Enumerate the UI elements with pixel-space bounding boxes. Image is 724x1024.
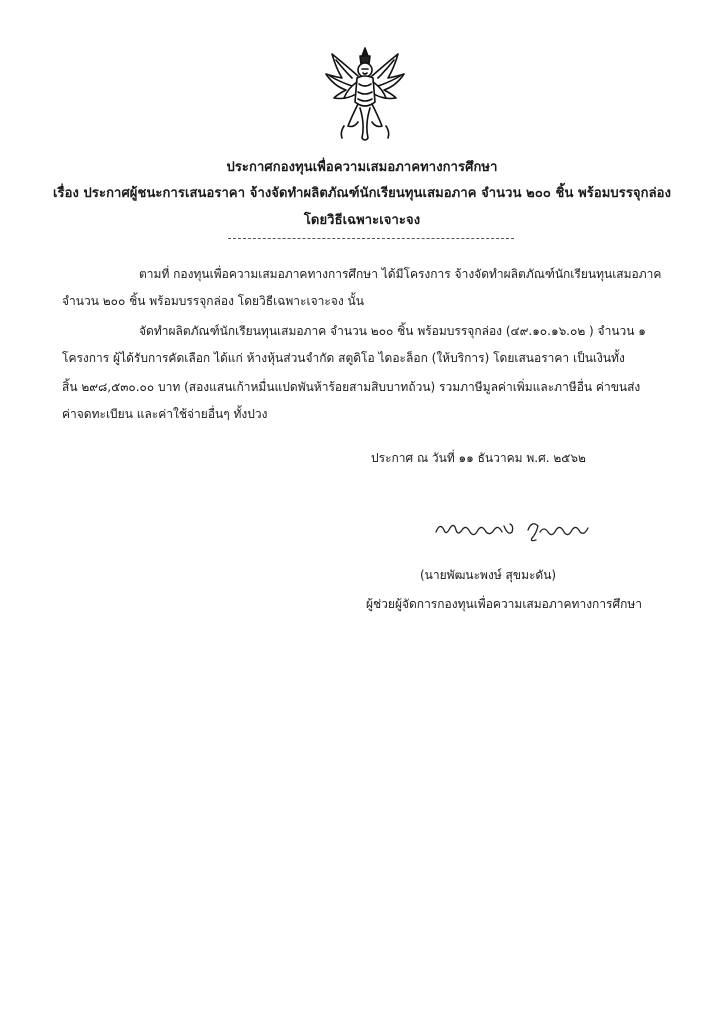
paragraph-2-line-2: โครงการ ผู้ได้รับการคัดเลือก ได้แก่ ห้างหุ้นส่วนจำกัด สตูดิโอ ไดอะล็อก (ให้บริการ) โดยเสนอราคา เป็นเงินทั้ง [62,351,625,365]
handwritten-signature-icon [432,512,592,546]
signer-title: ผู้ช่วยผู้จัดการกองทุนเพื่อความเสมอภาคทางการศึกษา [366,597,643,611]
announcement-method: โดยวิธีเฉพาะเจาะจง [303,213,421,228]
announcement-date: ประกาศ ณ วันที่ ๑๑ ธันวาคม พ.ศ. ๒๕๖๒ [371,451,586,465]
paragraph-2-line-3: สิ้น ๒๙๘,๕๓๐.๐๐ บาท (สองแสนเก้าหมื่นแปดพันห้าร้อยสามสิบบาทถ้วน) รวมภาษีมูลค่าเพิ่มและภาษีอื่น ค่าขนส่ง [62,380,641,394]
paragraph-1-line-2: จำนวน ๒๐๐ ชิ้น พร้อมบรรจุกล่อง โดยวิธีเฉพาะเจาะจง นั้น [62,294,364,308]
paragraph-2-line-1: จัดทำผลิตภัณฑ์นักเรียนทุนเสมอภาค จำนวน ๒๐๐ ชิ้น พร้อมบรรจุกล่อง (๔๙.๑๐.๑๖.๐๒ ) จำนวน ๑ [139,324,646,338]
paragraph-1-line-1: ตามที่ กองทุนเพื่อความเสมอภาคทางการศึกษา ได้มีโครงการ จ้างจัดทำผลิตภัณฑ์นักเรียนทุนเสมอภาค [139,267,662,281]
announcement-subject: เรื่อง ประกาศผู้ชนะการเสนอราคา จ้างจัดทำผลิตภัณฑ์นักเรียนทุนเสมอภาค จำนวน ๒๐๐ ชิ้น พร้อมบรรจุกล่อง [52,186,672,201]
announcement-title: ประกาศกองทุนเพื่อความเสมอภาคทางการศึกษา [226,160,498,175]
paragraph-2-line-4: ค่าจดทะเบียน และค่าใช้จ่ายอื่นๆ ทั้งปวง [62,407,268,421]
signer-name: (นายพัฒนะพงษ์ สุขมะดัน) [420,568,557,582]
dashed-divider [228,238,514,239]
garuda-emblem-icon [322,44,408,144]
